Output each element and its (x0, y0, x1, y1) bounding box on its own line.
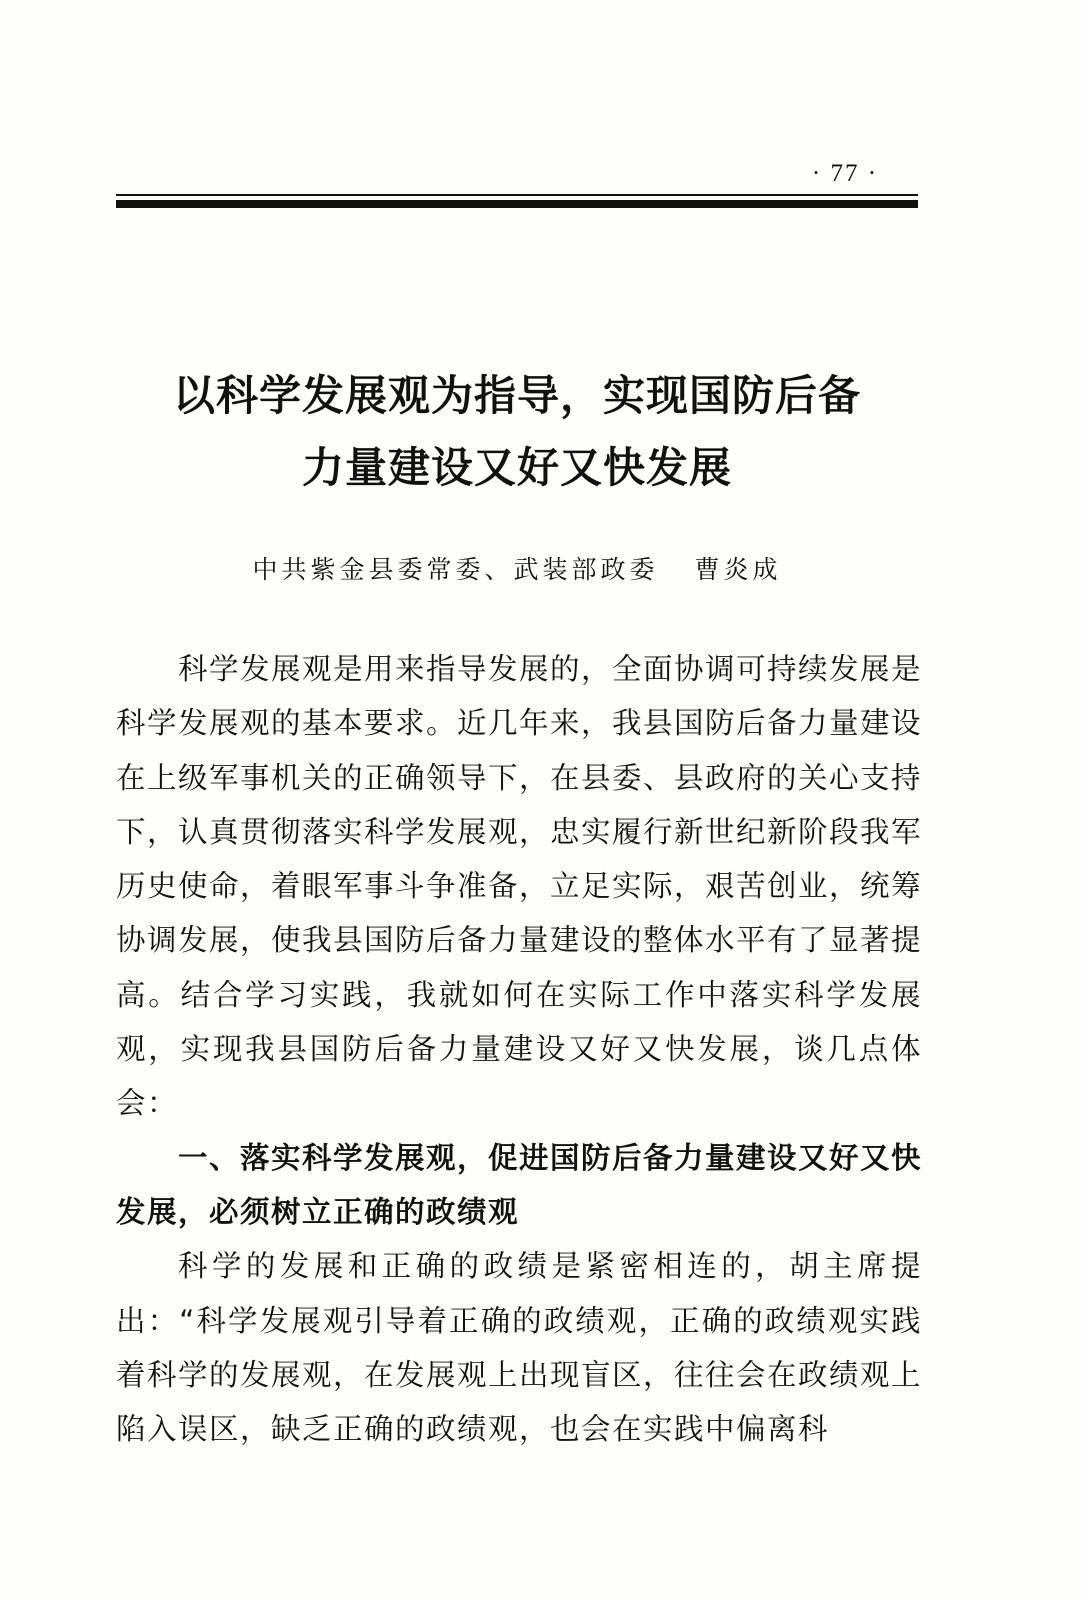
byline (116, 550, 918, 586)
page-number: · 77 · (811, 160, 879, 187)
article-body (116, 642, 922, 1456)
article-title-line-1: 以科学发展观为指导，实现国防后备 (172, 371, 861, 420)
paragraph-intro: 科学发展观是用来指导发展的，全面协调可持续发展是科学发展观的基本要求。近几年来，我县国防后备力量建设在上级军事机关的正确领导下，在县委、县政府的关心支持下，认真贯彻落实科学发展观，忠实履行新世纪新阶段我军历史使命，着眼军事斗争准备，立足实际，艰苦创业，统筹协调发展，使我县国防后备力量建设的整体水平有了显著提高。结合学习实践，我就如何在实际工作中落实科学发展观，实现我县国防后备力量建设又好又快发展，谈几点体会： (116, 652, 923, 1121)
byline-author: 曹炎成 (694, 555, 782, 584)
paragraph-section-1: 科学的发展和正确的政绩是紧密相连的，胡主席提出：“科学发展观引导着正确的政绩观，正确的政绩观实践着科学的发展观，在发展观上出现盲区，往往会在政绩观上陷入误区，缺乏正确的政绩观，也会在实践中偏离科 (116, 1249, 923, 1447)
byline-affiliation: 中共紫金县委常委、武装部政委 (252, 555, 659, 584)
article-title (116, 360, 918, 504)
section-heading-1: 一、落实科学发展观，促进国防后备力量建设又好又快发展，必须树立正确的政绩观 (116, 1140, 923, 1229)
header-rule-thin (116, 194, 918, 196)
article-title-line-2: 力量建设又好又快发展 (301, 443, 732, 492)
header-rule-thick (116, 200, 918, 208)
